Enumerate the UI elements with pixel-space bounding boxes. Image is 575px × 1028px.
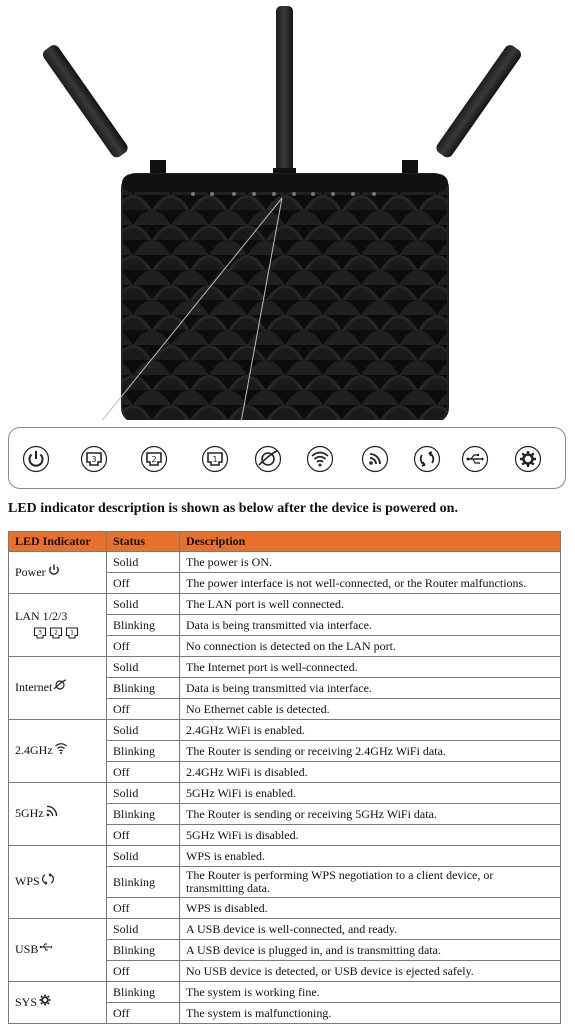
description-cell: The Router is sending or receiving 2.4GHz WiFi data. (180, 741, 561, 762)
status-cell: Off (107, 1003, 180, 1024)
table-row (9, 982, 561, 1003)
description-cell: Data is being transmitted via interface. (180, 615, 561, 636)
header-description: Description (180, 532, 561, 552)
description-cell: The system is malfunctioning. (180, 1003, 561, 1024)
description-cell: No Ethernet cable is detected. (180, 699, 561, 720)
lan1-icon (201, 445, 229, 473)
wps-icon (41, 872, 55, 886)
description-cell: No USB device is detected, or USB device is ejected safely. (180, 961, 561, 982)
wifi-icon (306, 445, 334, 473)
status-cell: Solid (107, 552, 180, 573)
svg-text:3: 3 (91, 455, 97, 464)
status-cell: Blinking (107, 940, 180, 961)
status-cell: Off (107, 961, 180, 982)
internet-icon (254, 445, 282, 473)
description-cell: 2.4GHz WiFi is enabled. (180, 720, 561, 741)
usb-icon (461, 445, 489, 473)
table-row (9, 657, 561, 678)
description-cell: 2.4GHz WiFi is disabled. (180, 762, 561, 783)
gear-icon (514, 445, 542, 473)
indicator-wps: WPS (9, 846, 107, 919)
status-cell: Blinking (107, 804, 180, 825)
svg-text:1: 1 (212, 455, 218, 464)
status-cell: Blinking (107, 615, 180, 636)
description-cell: WPS is disabled. (180, 898, 561, 919)
5ghz-wifi-icon (45, 804, 59, 818)
indicator-usb: USB (9, 919, 107, 982)
header-led-indicator: LED Indicator (9, 532, 107, 552)
table-row (9, 783, 561, 804)
description-cell: The power is ON. (180, 552, 561, 573)
svg-text:1: 1 (70, 629, 74, 637)
description-cell: The LAN port is well connected. (180, 594, 561, 615)
table-row (9, 846, 561, 867)
description-cell: Data is being transmitted via interface. (180, 678, 561, 699)
description-cell: The Internet port is well-connected. (180, 657, 561, 678)
indicator-power: Power (9, 552, 107, 594)
table-row (9, 720, 561, 741)
right-antenna (402, 43, 523, 182)
router-illustration (0, 0, 575, 420)
power-icon (47, 563, 61, 577)
table-header-row (9, 532, 561, 552)
indicator-2-4ghz: 2.4GHz (9, 720, 107, 783)
status-cell: Solid (107, 594, 180, 615)
description-cell: 5GHz WiFi is enabled. (180, 783, 561, 804)
status-cell: Solid (107, 846, 180, 867)
status-cell: Off (107, 825, 180, 846)
lan2-icon (140, 445, 168, 473)
5ghz-wifi-icon (361, 445, 389, 473)
status-cell: Blinking (107, 678, 180, 699)
status-cell: Off (107, 762, 180, 783)
wifi-icon (54, 741, 68, 755)
center-antenna (273, 6, 296, 180)
status-cell: Off (107, 699, 180, 720)
description-cell: The system is working fine. (180, 982, 561, 1003)
svg-text:2: 2 (151, 455, 157, 464)
description-cell: No connection is detected on the LAN port. (180, 636, 561, 657)
gear-icon (38, 993, 52, 1007)
indicator-5ghz: 5GHz (9, 783, 107, 846)
led-indicator-strip (8, 427, 566, 489)
indicator-lan: LAN 1/2/3 3 2 1 (9, 594, 107, 657)
table-row (9, 552, 561, 573)
description-cell: The Router is sending or receiving 5GHz WiFi data. (180, 804, 561, 825)
left-antenna (41, 43, 166, 182)
description-cell: The Router is performing WPS negotiation to a client device, or transmitting data. (180, 867, 561, 898)
description-cell: A USB device is well-connected, and ready. (180, 919, 561, 940)
status-cell: Blinking (107, 741, 180, 762)
svg-text:2: 2 (54, 629, 58, 637)
led-description-table (8, 531, 561, 1024)
lan1-icon (65, 626, 79, 640)
header-status: Status (107, 532, 180, 552)
status-cell: Solid (107, 720, 180, 741)
lan2-icon (49, 626, 63, 640)
status-cell: Off (107, 573, 180, 594)
wps-icon (413, 445, 441, 473)
usb-icon (39, 940, 53, 954)
lan3-icon (80, 445, 108, 473)
status-cell: Solid (107, 657, 180, 678)
svg-text:3: 3 (38, 629, 42, 637)
status-cell: Solid (107, 783, 180, 804)
internet-icon (53, 678, 67, 692)
lan3-icon (33, 626, 47, 640)
status-cell: Off (107, 898, 180, 919)
status-cell: Blinking (107, 867, 180, 898)
lan-port-icons (15, 626, 100, 640)
table-row (9, 594, 561, 615)
status-cell: Solid (107, 919, 180, 940)
indicator-internet: Internet (9, 657, 107, 720)
description-cell: WPS is enabled. (180, 846, 561, 867)
description-cell: The power interface is not well-connected, or the Router malfunctions. (180, 573, 561, 594)
description-cell: A USB device is plugged in, and is transmitting data. (180, 940, 561, 961)
status-cell: Off (107, 636, 180, 657)
power-icon (22, 445, 50, 473)
intro-heading: LED indicator description is shown as below after the device is powered on. (8, 501, 458, 516)
table-row (9, 919, 561, 940)
status-cell: Blinking (107, 982, 180, 1003)
description-cell: 5GHz WiFi is disabled. (180, 825, 561, 846)
indicator-sys: SYS (9, 982, 107, 1024)
